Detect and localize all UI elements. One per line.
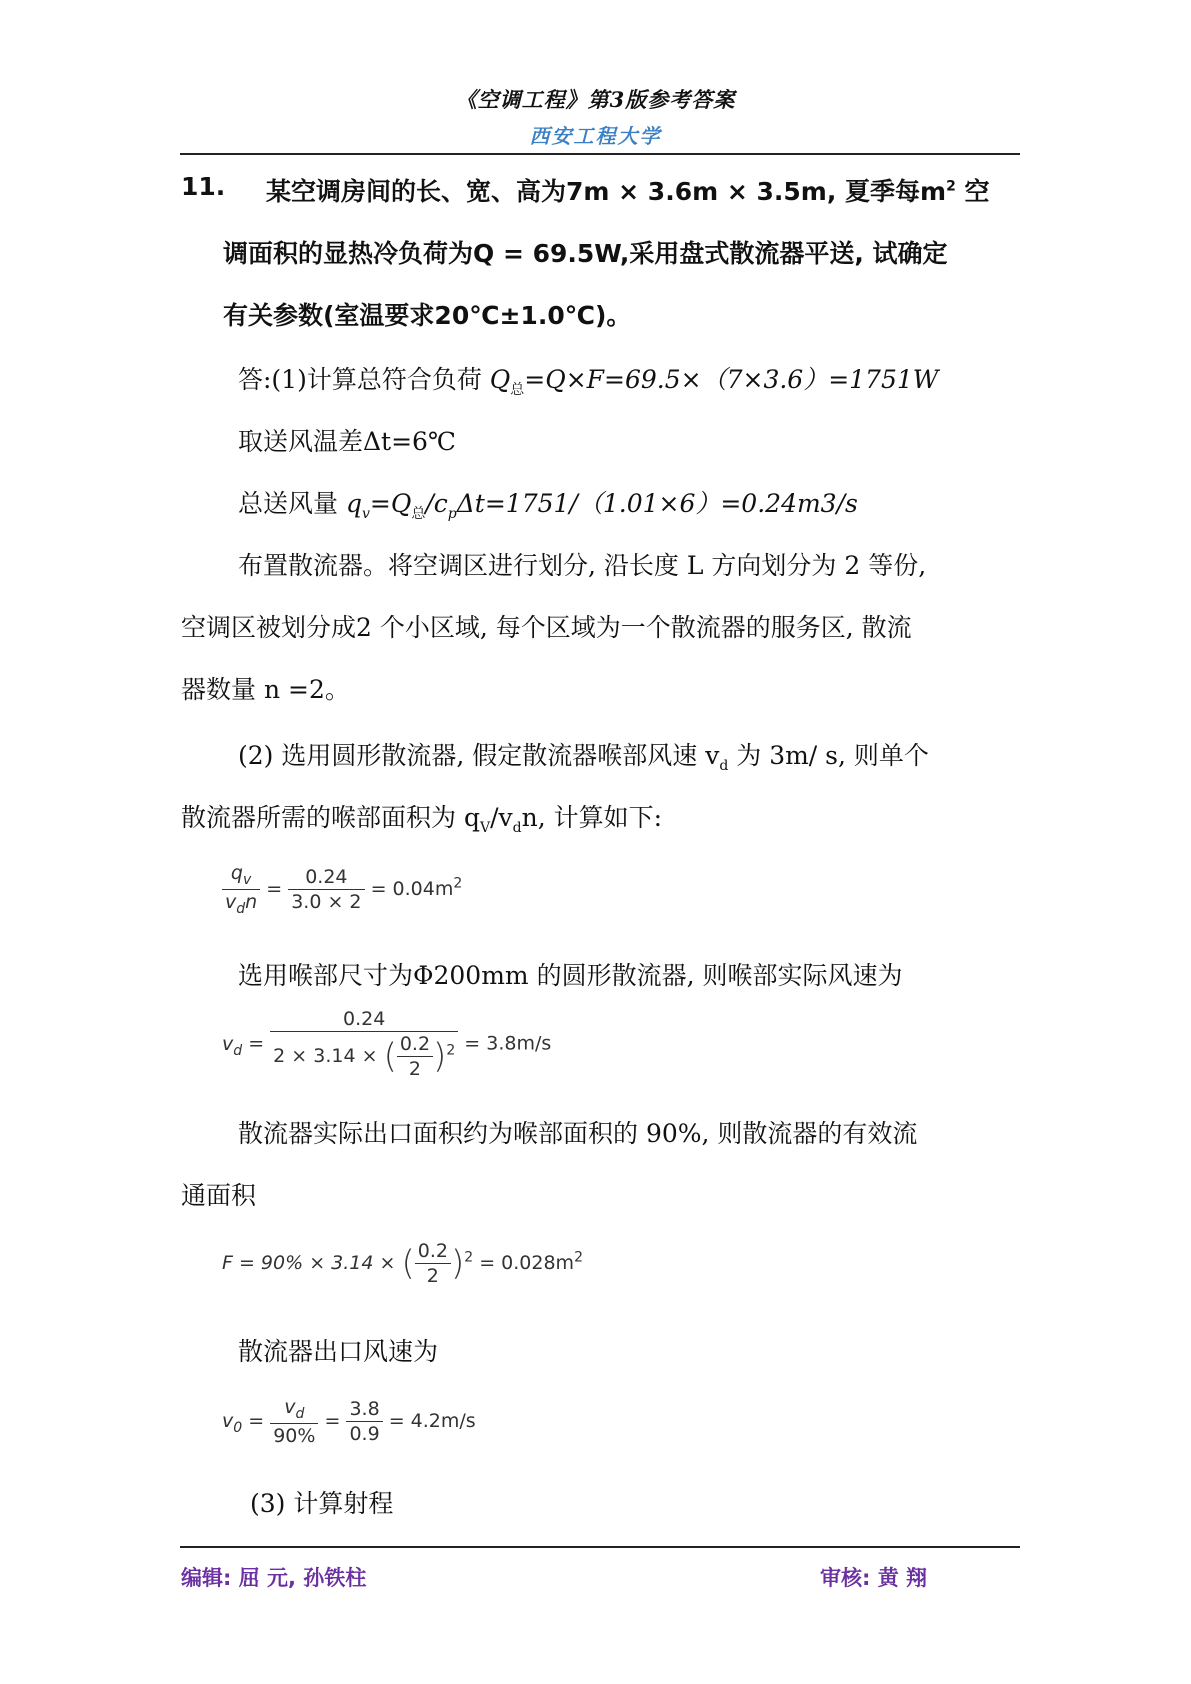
paragraph-6: (3) 计算射程 xyxy=(250,1489,394,1518)
footer-rule xyxy=(180,1546,1020,1548)
paragraph-1-line-3: 器数量 n =2。 xyxy=(181,675,350,704)
paragraph-4-line-1: 散流器实际出口面积约为喉部面积的 90%, 则散流器的有效流 xyxy=(238,1119,918,1148)
answer-line-2: 取送风温差Δt=6℃ xyxy=(238,427,456,456)
question-line-3: 有关参数(室温要求20℃±1.0℃)。 xyxy=(223,301,632,330)
paragraph-1-line-1: 布置散流器。将空调区进行划分, 沿长度 L 方向划分为 2 等份, xyxy=(238,551,927,580)
question-number: 11. xyxy=(181,172,226,201)
paragraph-3: 选用喉部尺寸为Φ200mm 的圆形散流器, 则喉部实际风速为 xyxy=(238,961,903,990)
page-header-subtitle: 西安工程大学 xyxy=(529,124,662,148)
footer-reviewer: 审核: 黄 翔 xyxy=(820,1566,928,1590)
question-line-1: 某空调房间的长、宽、高为7m × 3.6m × 3.5m, 夏季每$m^2$ 空 xyxy=(266,177,990,206)
paragraph-4-line-2: 通面积 xyxy=(181,1181,257,1210)
header-rule xyxy=(180,153,1020,155)
answer-line-1: 答:(1)计算总符合负荷 $Q_总=Q\times F=69.5\times(7\times 3.6)=1751W$ xyxy=(238,365,939,398)
equation-effective-area: F = 90% × 3.14 × ( $\frac{0.2}{2}$ )$^2 = 0.028m^2$ xyxy=(222,1240,583,1287)
paragraph-2-line-2: 散流器所需的喉部面积为 $q_V/v_dn$, 计算如下: xyxy=(181,803,663,836)
page-header-title: 《空调工程》第3版参考答案 xyxy=(455,87,736,112)
equation-outlet-velocity: $v_0$ = $\frac{v_d}{90\%}$ = $\frac{3.8}{0.9}$ = 4.2m/s xyxy=(222,1396,476,1447)
question-line-2: 调面积的显热冷负荷为Q = 69.5W,采用盘式散流器平送, 试确定 xyxy=(223,239,948,268)
footer-editors: 编辑: 屈 元, 孙铁柱 xyxy=(181,1566,367,1590)
paragraph-1-line-2: 空调区被划分成2 个小区域, 每个区域为一个散流器的服务区, 散流 xyxy=(181,613,912,642)
paragraph-5: 散流器出口风速为 xyxy=(238,1337,439,1366)
equation-throat-area: $\frac{q_v}{v_dn}$ = $\frac{0.24}{3.0 \times 2}$ = $0.04m^2$ xyxy=(222,862,462,917)
paragraph-2-line-1: (2) 选用圆形散流器, 假定散流器喉部风速 $v_d$ 为 3m/ s, 则单个 xyxy=(238,741,929,774)
answer-line-3: 总送风量 $q_v=Q_总/c_p\Delta t=1751/(1.01\times 6)=0.24m3/s$ xyxy=(238,489,858,522)
equation-throat-velocity: $v_d$ = 0.24 2 × 3.14 × ( $\frac{0.2}{2}$ )$^2$ = 3.8m/s xyxy=(222,1008,552,1080)
